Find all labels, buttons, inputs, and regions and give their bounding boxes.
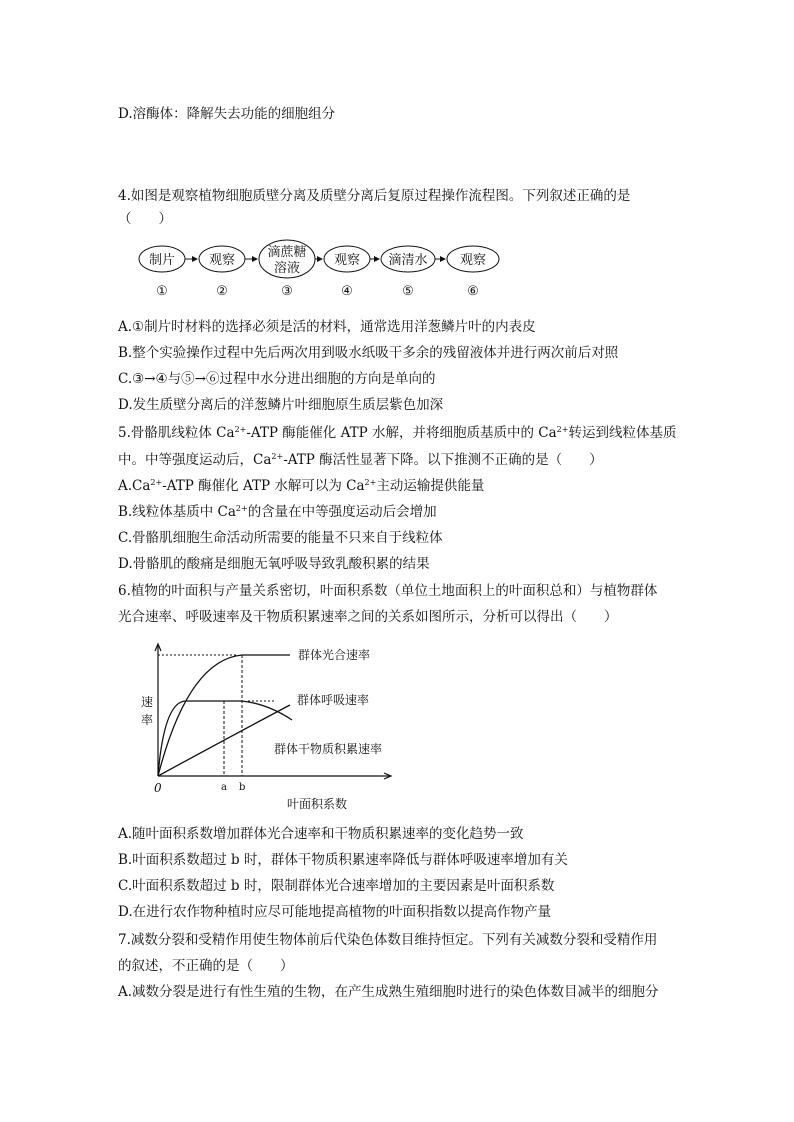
label-photosynthesis: 群体光合速率 <box>298 648 371 662</box>
q7-option-a: A.减数分裂是进行有性生殖的生物，在产生成熟生殖细胞时进行的染色体数目减半的细胞分 <box>118 984 659 1000</box>
xlabel: 叶面积系数 <box>287 797 348 811</box>
q3-option-d: D.溶酶体：降解失去功能的细胞组分 <box>118 106 336 122</box>
flow-num-1: ① <box>156 284 168 299</box>
q4-option-c: C.③→④与⑤→⑥过程中水分进出细胞的方向是单向的 <box>118 371 436 387</box>
q4-stem: 4.如图是观察植物细胞质壁分离及质壁分离后复原过程操作流程图。下列叙述正确的是 <box>118 188 631 204</box>
q5-option-d: D.骨骼肌的酸痛是细胞无氧呼吸导致乳酸积累的结果 <box>118 556 430 572</box>
q5-stem-line2: 中。中等强度运动后，$Ca^{2+}$-ATP 酶活性显著下降。以下推测不正确的是（ ） <box>118 452 603 468</box>
q6-option-b: B.叶面积系数超过 b 时，群体干物质积累速率降低与群体呼吸速率增加有关 <box>118 852 568 868</box>
q5-option-c: C.骨骼肌细胞生命活动所需要的能量不只来自于线粒体 <box>118 530 443 546</box>
flow-label-3a: 滴蔗糖 <box>267 245 307 260</box>
flowchart <box>130 238 530 302</box>
q6-option-a: A.随叶面积系数增加群体光合速率和干物质积累速率的变化趋势一致 <box>118 826 524 842</box>
q6-option-c: C.叶面积系数超过 b 时，限制群体光合速率增加的主要因素是叶面积系数 <box>118 878 555 894</box>
q6-option-d: D.在进行农作物种植时应尽可能地提高植物的叶面积指数以提高作物产量 <box>118 904 552 920</box>
xtick-b: b <box>239 782 246 793</box>
flow-num-4: ④ <box>341 284 353 299</box>
q7-stem-line1: 7.减数分裂和受精作用使生物体前后代染色体数目维持恒定。下列有关减数分裂和受精作用 <box>118 932 658 948</box>
flow-label-1: 制片 <box>148 253 176 268</box>
label-dry-matter: 群体干物质积累速率 <box>274 742 383 756</box>
q5-option-b: B.线粒体基质中 $Ca^{2+}$的含量在中等强度运动后会增加 <box>118 504 437 520</box>
ylabel-part1: 速 <box>141 695 154 709</box>
q4-option-b: B.整个实验操作过程中先后两次用到吸水纸吸干多余的残留液体并进行两次前后对照 <box>118 345 619 361</box>
q4-paren: （ ） <box>118 211 172 227</box>
q4-option-a: A.①制片时材料的选择必须是活的材料，通常选用洋葱鳞片叶的内表皮 <box>118 319 536 335</box>
flow-num-6: ⑥ <box>467 284 479 299</box>
q5-option-a: $A.Ca^{2+}$-ATP 酶催化 ATP 水解可以为 $Ca^{2+}$主动运输提供能量 <box>118 478 485 494</box>
flow-label-4: 观察 <box>333 253 361 268</box>
flow-num-2: ② <box>216 284 228 299</box>
q5-stem-line1: 5.骨骼肌线粒体 $Ca^{2+}$-ATP 酶能催化 ATP 水解，并将细胞质基质中的 $Ca^{2+}$转运到线粒体基质 <box>118 425 677 441</box>
q4-option-d: D.发生质壁分离后的洋葱鳞片叶细胞原生质层紫色加深 <box>118 397 444 413</box>
label-respiration: 群体呼吸速率 <box>297 693 370 707</box>
q6-stem-line1: 6.植物的叶面积与产量关系密切，叶面积系数（单位土地面积上的叶面积总和）与植物群体 <box>118 583 658 599</box>
flow-num-5: ⑤ <box>402 284 414 299</box>
flow-num-3: ③ <box>281 284 293 299</box>
origin-label: 0 <box>154 781 162 795</box>
rate-chart <box>140 640 400 822</box>
ylabel-part2: 率 <box>141 713 154 727</box>
q6-stem-line2: 光合速率、呼吸速率及干物质积累速率之间的关系如图所示，分析可以得出（ ） <box>118 609 618 625</box>
flow-label-3b: 溶液 <box>273 261 301 276</box>
flow-label-2: 观察 <box>208 253 236 268</box>
xtick-a: a <box>221 782 227 793</box>
flow-label-6: 观察 <box>459 253 487 268</box>
flow-label-5: 滴清水 <box>388 253 428 268</box>
q7-stem-line2: 的叙述，不正确的是（ ） <box>118 958 294 974</box>
